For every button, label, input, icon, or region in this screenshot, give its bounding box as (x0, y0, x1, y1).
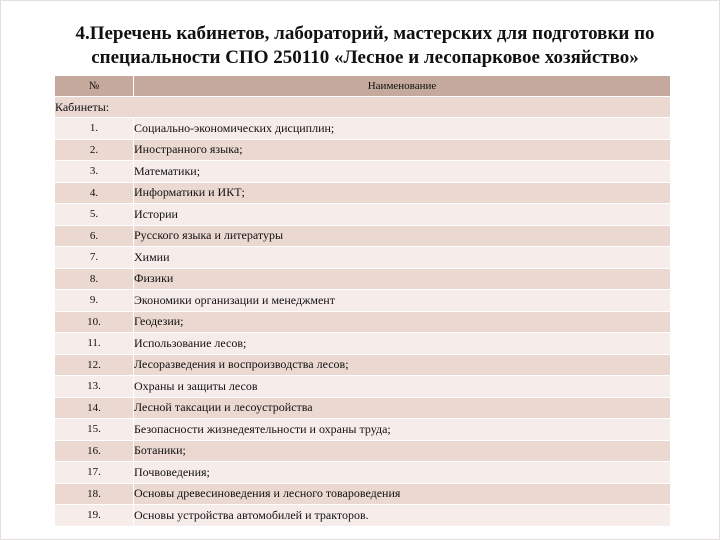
row-number: 1. (55, 118, 134, 140)
section-label: Кабинеты: (55, 97, 671, 118)
table-row (55, 225, 671, 247)
row-name: Лесной таксации и лесоустройства (134, 397, 671, 419)
row-number: 12. (55, 354, 134, 376)
row-name: Основы древесиноведения и лесного товароведения (134, 483, 671, 505)
row-name: Охраны и защиты лесов (134, 376, 671, 398)
table-row (55, 247, 671, 269)
row-name: Русского языка и литературы (134, 225, 671, 247)
cabinets-table (54, 75, 671, 527)
table-row (55, 397, 671, 419)
row-name: Почвоведения; (134, 462, 671, 484)
row-number: 16. (55, 440, 134, 462)
table-row (55, 311, 671, 333)
row-number: 6. (55, 225, 134, 247)
table-row (55, 440, 671, 462)
row-number: 9. (55, 290, 134, 312)
row-number: 17. (55, 462, 134, 484)
row-number: 13. (55, 376, 134, 398)
row-number: 11. (55, 333, 134, 355)
row-number: 4. (55, 182, 134, 204)
row-name: Информатики и ИКТ; (134, 182, 671, 204)
row-name: Лесоразведения и воспроизводства лесов; (134, 354, 671, 376)
row-name: Математики; (134, 161, 671, 183)
row-number: 7. (55, 247, 134, 269)
row-number: 19. (55, 505, 134, 527)
table-row (55, 204, 671, 226)
row-number: 5. (55, 204, 134, 226)
row-name: Использование лесов; (134, 333, 671, 355)
table-header-row (55, 76, 671, 97)
table-row (55, 290, 671, 312)
header-number: № (55, 76, 134, 97)
row-name: Геодезии; (134, 311, 671, 333)
slide-title: 4.Перечень кабинетов, лабораторий, мастерских для подготовки по специальности СПО 250110 «Лесное и лесопарковое хозяйство» (75, 23, 655, 68)
table-row (55, 118, 671, 140)
row-number: 15. (55, 419, 134, 441)
row-number: 14. (55, 397, 134, 419)
row-number: 10. (55, 311, 134, 333)
table-row (55, 139, 671, 161)
table-row (55, 462, 671, 484)
row-name: Физики (134, 268, 671, 290)
table-row (55, 376, 671, 398)
row-name: Истории (134, 204, 671, 226)
row-name: Ботаники; (134, 440, 671, 462)
table-row (55, 354, 671, 376)
row-number: 18. (55, 483, 134, 505)
table-row (55, 268, 671, 290)
row-name: Химии (134, 247, 671, 269)
table-row (55, 182, 671, 204)
table-row (55, 483, 671, 505)
section-row (55, 97, 671, 118)
table-row (55, 419, 671, 441)
row-number: 3. (55, 161, 134, 183)
row-name: Экономики организации и менеджмент (134, 290, 671, 312)
row-name: Безопасности жизнедеятельности и охраны труда; (134, 419, 671, 441)
row-number: 8. (55, 268, 134, 290)
table-row (55, 333, 671, 355)
row-name: Основы устройства автомобилей и тракторов. (134, 505, 671, 527)
row-number: 2. (55, 139, 134, 161)
row-name: Социально-экономических дисциплин; (134, 118, 671, 140)
row-name: Иностранного языка; (134, 139, 671, 161)
header-name: Наименование (134, 76, 671, 97)
table-row (55, 505, 671, 527)
table-row (55, 161, 671, 183)
